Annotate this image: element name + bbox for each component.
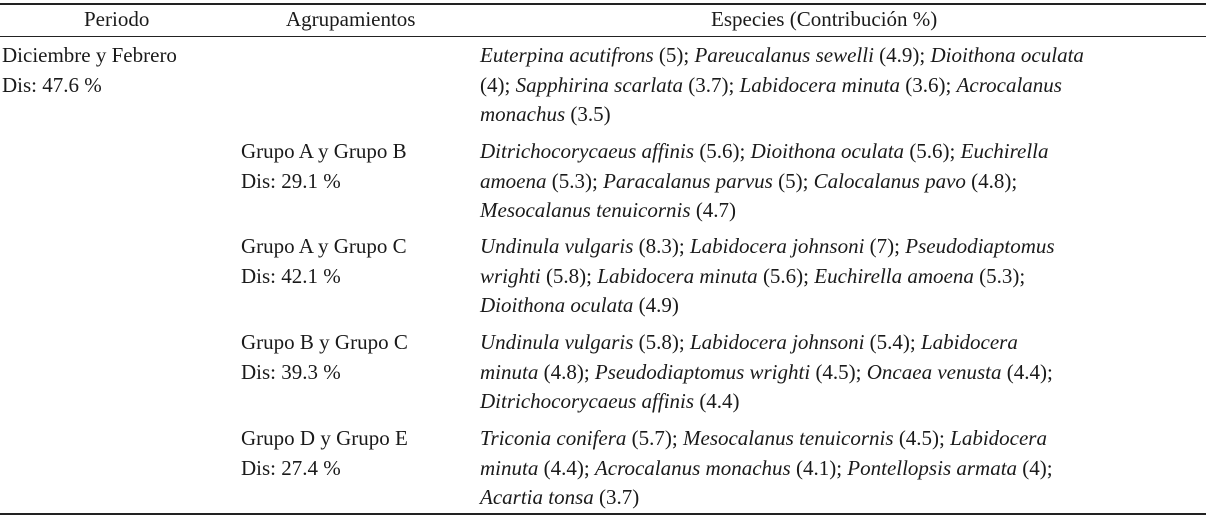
contribution-value: (4.4);: [538, 455, 595, 480]
group-name: Grupo A y Grupo B: [241, 139, 407, 163]
species-name: Labidocera: [921, 330, 1018, 354]
header-especies: Especies (Contribución %): [711, 7, 938, 31]
group-name: Grupo B y Grupo C: [241, 330, 408, 354]
species-name: Labidocera minuta: [739, 72, 901, 97]
species-name: Undinula vulgaris: [480, 330, 634, 354]
contribution-value: (7);: [864, 234, 906, 258]
contribution-value: (3.7);: [683, 72, 740, 97]
species-name: Calocalanus pavo: [813, 168, 966, 193]
contribution-value: (4.1);: [790, 455, 848, 480]
species-name: Pseudodiaptomus wrighti: [594, 359, 811, 384]
species-name: minuta: [480, 455, 539, 480]
species-line: [480, 100, 1200, 130]
group-dis: Dis: 39.3 %: [241, 359, 341, 384]
periodo-name: Diciembre y Febrero: [2, 43, 177, 67]
contribution-value: (5.6);: [904, 139, 961, 163]
contribution-value: (5.4);: [864, 330, 921, 354]
species-name: Oncaea venusta: [866, 359, 1002, 384]
contribution-value: (4.5);: [893, 426, 951, 450]
group-cell: [241, 328, 469, 387]
contribution-value: (5);: [653, 43, 695, 67]
species-name: Ditrichocorycaeus affinis: [480, 389, 695, 414]
table-header-rule: [0, 36, 1206, 37]
species-name: Pontellopsis armata: [847, 455, 1018, 480]
group-cell: [241, 424, 469, 483]
group-cell: [241, 137, 469, 196]
species-line: [480, 137, 1200, 167]
contribution-value: (5.6);: [694, 139, 751, 163]
species-line: [480, 424, 1200, 454]
species-line: [480, 291, 1200, 321]
species-name: Labidocera minuta: [597, 263, 758, 288]
group-name: Grupo D y Grupo E: [241, 426, 408, 450]
periodo-cell: [2, 41, 232, 100]
species-line: [480, 358, 1200, 388]
header-periodo: Periodo: [84, 7, 150, 31]
contribution-value: (4.8);: [965, 168, 1018, 193]
species-name: minuta: [480, 359, 539, 384]
species-name: Mesocalanus tenuicornis: [480, 198, 691, 223]
species-name: Triconia conifera: [480, 426, 627, 450]
species-name: Pareucalanus sewelli: [694, 43, 874, 67]
contribution-value: (4.4);: [1001, 359, 1053, 384]
group-dis: Dis: 42.1 %: [241, 263, 341, 288]
species-cell: [480, 232, 1200, 321]
contribution-value: (5.3);: [973, 263, 1026, 288]
contribution-value: (5.8);: [633, 330, 690, 354]
species-name: Labidocera: [950, 426, 1047, 450]
contribution-value: (5.6);: [757, 263, 815, 288]
table-bottom-rule: [0, 513, 1206, 515]
species-cell: [480, 424, 1200, 513]
contribution-value: (5.3);: [546, 168, 604, 193]
contribution-value: (4.9): [633, 293, 679, 318]
species-name: Dioithona oculata: [750, 139, 905, 163]
species-cell: [480, 137, 1200, 226]
species-name: wrighti: [480, 263, 541, 288]
species-name: Labidocera johnsoni: [690, 234, 865, 258]
species-line: [480, 167, 1200, 197]
species-line: [480, 262, 1200, 292]
contribution-value: (4);: [480, 72, 516, 97]
species-name: Dioithona oculata: [480, 293, 634, 318]
species-line: [480, 328, 1200, 358]
table-top-rule: [0, 3, 1206, 5]
header-agrupamientos: Agrupamientos: [286, 7, 416, 31]
species-name: monachus: [480, 102, 566, 127]
species-name: Dioithona oculata: [930, 43, 1084, 67]
group-name: Grupo A y Grupo C: [241, 234, 407, 258]
species-name: amoena: [480, 168, 547, 193]
contribution-value: (4.4): [694, 389, 740, 414]
species-name: Acrocalanus monachus: [594, 455, 791, 480]
species-cell: [480, 328, 1200, 417]
periodo-dis: Dis: 47.6 %: [2, 72, 102, 97]
contribution-value: (4.5);: [810, 359, 867, 384]
contribution-value: (5);: [772, 168, 814, 193]
contribution-value: (4.9);: [873, 43, 931, 67]
species-name: Acartia tonsa: [480, 485, 594, 510]
species-line: [480, 196, 1200, 226]
species-name: Labidocera johnsoni: [690, 330, 865, 354]
contribution-value: (5.8);: [540, 263, 598, 288]
contribution-value: (3.5): [565, 102, 611, 127]
contribution-value: (4);: [1017, 455, 1053, 480]
species-line: [480, 387, 1200, 417]
contribution-value: (4.7): [690, 198, 737, 223]
species-line: [480, 454, 1200, 484]
species-name: Paracalanus parvus: [603, 168, 773, 193]
species-name: Sapphirina scarlata: [515, 72, 684, 97]
species-name: Euchirella amoena: [814, 263, 974, 288]
species-name: Euterpina acutifrons: [480, 43, 654, 67]
species-name: Euchirella: [960, 139, 1049, 163]
group-dis: Dis: 27.4 %: [241, 455, 341, 480]
species-name: Pseudodiaptomus: [905, 234, 1055, 258]
species-line: [480, 71, 1200, 101]
contribution-value: (5.7);: [626, 426, 683, 450]
species-name: Acrocalanus: [956, 72, 1062, 97]
species-line: [480, 41, 1200, 71]
species-name: Undinula vulgaris: [480, 234, 634, 258]
contribution-value: (4.8);: [538, 359, 595, 384]
group-dis: Dis: 29.1 %: [241, 168, 341, 193]
contribution-value: (3.7): [593, 485, 640, 510]
contribution-value: (3.6);: [900, 72, 957, 97]
species-cell: [480, 41, 1200, 130]
species-name: Ditrichocorycaeus affinis: [480, 139, 695, 163]
contribution-value: (8.3);: [633, 234, 690, 258]
species-name: Mesocalanus tenuicornis: [683, 426, 894, 450]
group-cell: [241, 232, 469, 291]
species-line: [480, 483, 1200, 513]
species-line: [480, 232, 1200, 262]
